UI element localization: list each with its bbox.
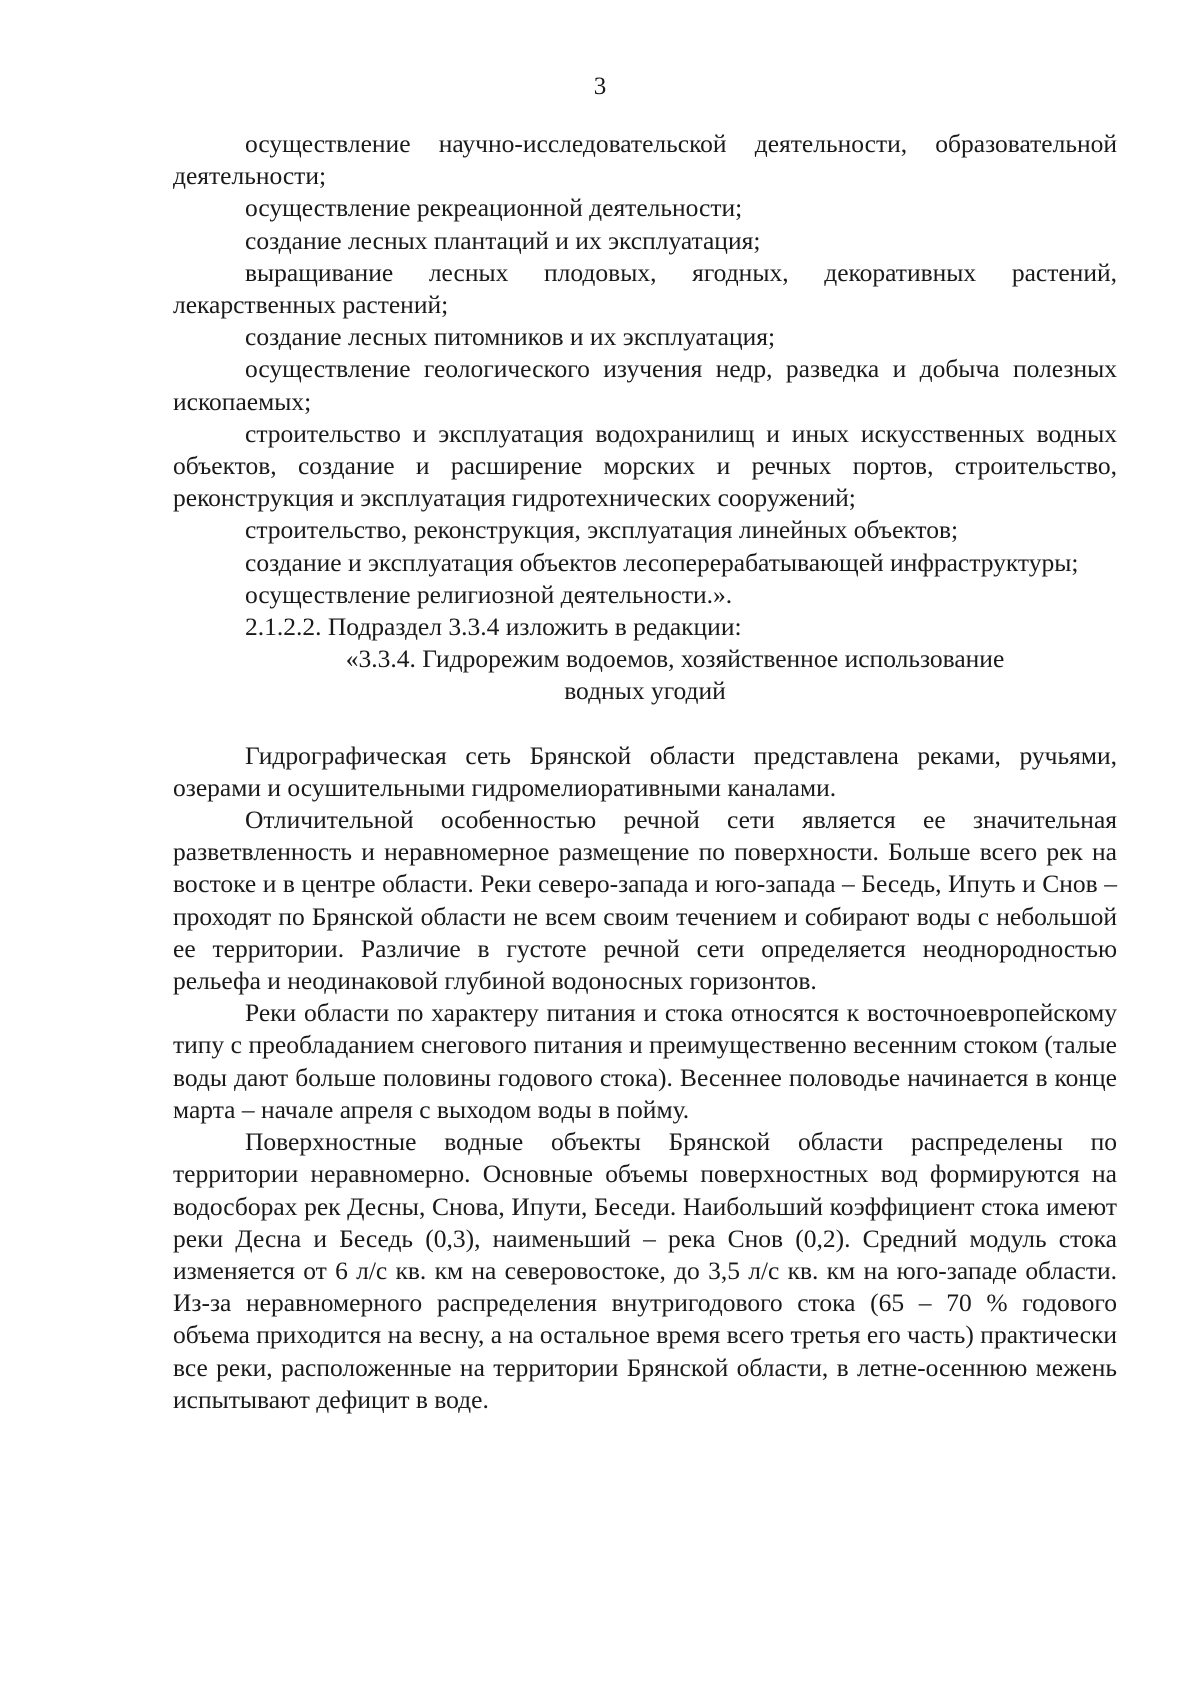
paragraph: Отличительной особенностью речной сети является ее значительная разветвленность и неравномерное размещение по поверхности. Больше всего рек на востоке и в центре области. Реки северо-запада и юго-запада – Беседь, Ипуть и Снов – проходят по Брянской области не всем своим течением и собирают воды с небольшой ее территории. Различие в густоте речной сети определяется неоднородностью рельефа и неодинаковой глубиной водоносных горизонтов. — [173, 805, 1117, 996]
paragraph: Поверхностные водные объекты Брянской области распределены по территории неравномерно. Основные объемы поверхностных вод формируются на водосборах рек Десны, Снова, Ипути, Беседи. Наибольший коэффициент стока имеют реки Десна и Беседь (0,3), наименьший – река Снов (0,2). Средний модуль стока изменяется от 6 л/с кв. км на северовостоке, до 3,5 л/с кв. км на юго-западе области. Из-за неравномерного распределения внутригодового стока (65 – 70 % годового объема приходится на весну, а на остальное время всего третья его часть) практически все реки, расположенные на территории Брянской области, в летне-осеннюю межень испытывают дефицит в воде. — [173, 1127, 1117, 1414]
section-heading-line-2: водных угодий — [564, 676, 726, 706]
spacer — [173, 708, 1117, 740]
list-item: создание и эксплуатация объектов лесоперерабатывающей инфраструктуры; — [245, 547, 1079, 577]
list-item: строительство и эксплуатация водохранилищ и иных искусственных водных объектов, создание и расширение морских и речных портов, строительство, реконструкция и эксплуатация гидротехнических сооружений; — [173, 418, 1117, 513]
page-number: 3 — [593, 73, 607, 100]
list-item: создание лесных плантаций и их эксплуатация; — [245, 225, 761, 255]
document-body — [173, 128, 1117, 1416]
paragraph: Гидрографическая сеть Брянской области представлена реками, ручьями, озерами и осушительными гидромелиоративными каналами. — [173, 740, 1117, 802]
section-heading — [173, 643, 1117, 707]
list-item: выращивание лесных плодовых, ягодных, декоративных растений, лекарственных растений; — [173, 257, 1117, 320]
paragraph: Реки области по характеру питания и стока относятся к восточноевропейскому типу с преобладанием снегового питания и преимущественно весенним стоком (талые воды дают больше половины годового стока). Весеннее половодье начинается в конце марта – начале апреля с выходом воды в пойму. — [173, 998, 1117, 1124]
list-item: создание лесных питомников и их эксплуатация; — [245, 322, 776, 352]
list-item: осуществление религиозной деятельности.». — [245, 579, 733, 609]
list-item: осуществление рекреационной деятельности; — [245, 193, 743, 223]
amendment-line: 2.1.2.2. Подраздел 3.3.4 изложить в редакции: — [245, 612, 742, 642]
section-heading-line-1: «3.3.4. Гидрорежим водоемов, хозяйственное использование — [345, 644, 1005, 674]
list-item: осуществление научно-исследовательской деятельности, образовательной деятельности; — [173, 129, 1117, 191]
list-item: строительство, реконструкция, эксплуатация линейных объектов; — [245, 515, 959, 545]
list-item: осуществление геологического изучения недр, разведка и добыча полезных ископаемых; — [173, 354, 1117, 416]
